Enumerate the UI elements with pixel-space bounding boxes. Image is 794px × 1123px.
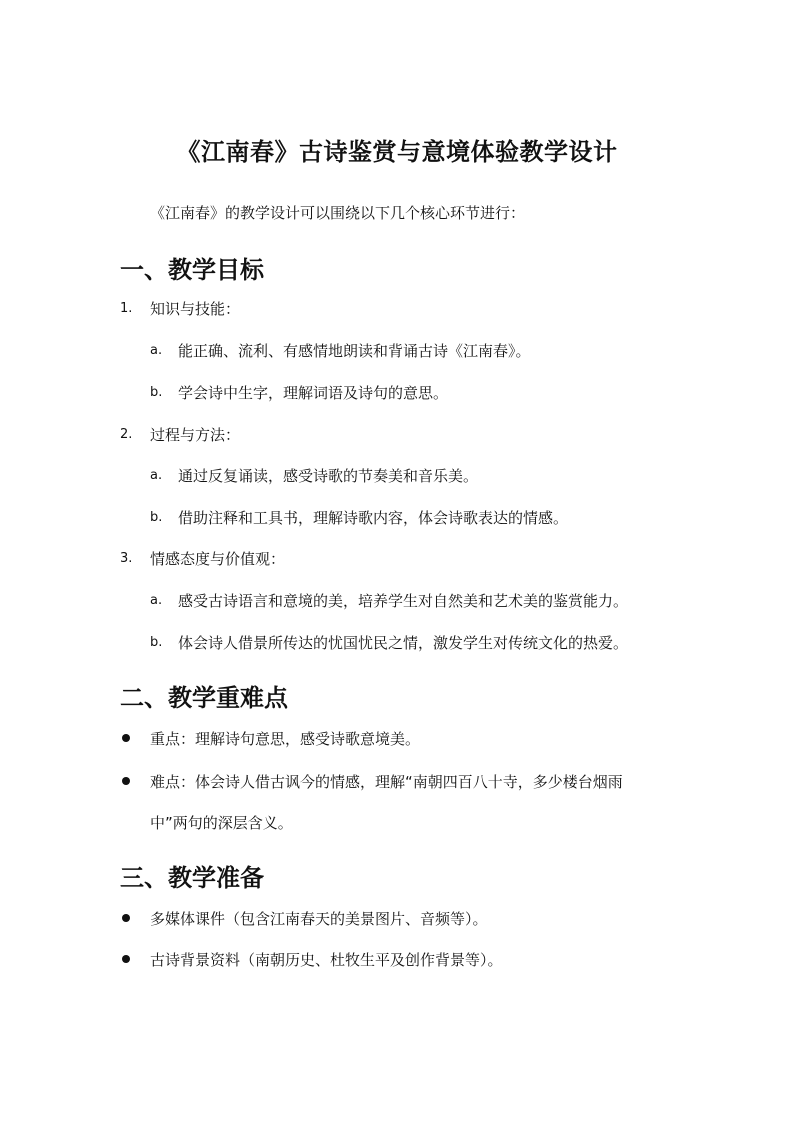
sublist-marker: a. [150, 468, 163, 483]
bullet-item: 多媒体课件（包含江南春天的美景图片、音频等）。 [150, 910, 488, 928]
bullet-icon [122, 955, 130, 963]
list-marker: 3. [120, 551, 133, 566]
sublist-marker: b. [150, 385, 163, 400]
sublist-item: 学会诗中生字，理解词语及诗句的意思。 [178, 384, 449, 402]
bullet-item: 重点：理解诗句意思，感受诗歌意境美。 [150, 730, 421, 748]
sublist-marker: b. [150, 510, 163, 525]
sublist-item: 能正确、流利、有感情地朗读和背诵古诗《江南春》。 [178, 342, 531, 360]
section-heading-teaching-preparation: 三、教学准备 [120, 864, 264, 892]
bullet-icon [122, 777, 130, 785]
list-marker: 1. [120, 301, 133, 316]
list-item: 情感态度与价值观： [150, 550, 286, 568]
intro-paragraph: 《江南春》的教学设计可以围绕以下几个核心环节进行： [150, 204, 526, 222]
section-heading-teaching-objectives: 一、教学目标 [120, 256, 264, 284]
list-item: 知识与技能： [150, 300, 241, 318]
section-heading-key-difficult-points: 二、教学重难点 [120, 684, 288, 712]
sublist-marker: a. [150, 593, 163, 608]
document-title: 《江南春》古诗鉴赏与意境体验教学设计 [176, 138, 618, 166]
sublist-marker: a. [150, 343, 163, 358]
list-marker: 2. [120, 427, 133, 442]
sublist-item: 通过反复诵读，感受诗歌的节奏美和音乐美。 [178, 467, 479, 485]
list-item: 过程与方法： [150, 426, 241, 444]
sublist-item: 体会诗人借景所传达的忧国忧民之情，激发学生对传统文化的热爱。 [178, 634, 629, 652]
sublist-item: 借助注释和工具书，理解诗歌内容，体会诗歌表达的情感。 [178, 509, 569, 527]
sublist-marker: b. [150, 635, 163, 650]
bullet-icon [122, 734, 130, 742]
bullet-icon [122, 914, 130, 922]
bullet-item: 难点：体会诗人借古讽今的情感，理解“南朝四百八十寺，多少楼台烟雨 [150, 773, 623, 791]
bullet-item: 古诗背景资料（南朝历史、杜牧生平及创作背景等）。 [150, 951, 503, 969]
sublist-item: 感受古诗语言和意境的美，培养学生对自然美和艺术美的鉴赏能力。 [178, 592, 629, 610]
bullet-item-continuation: 中”两句的深层含义。 [150, 814, 293, 832]
